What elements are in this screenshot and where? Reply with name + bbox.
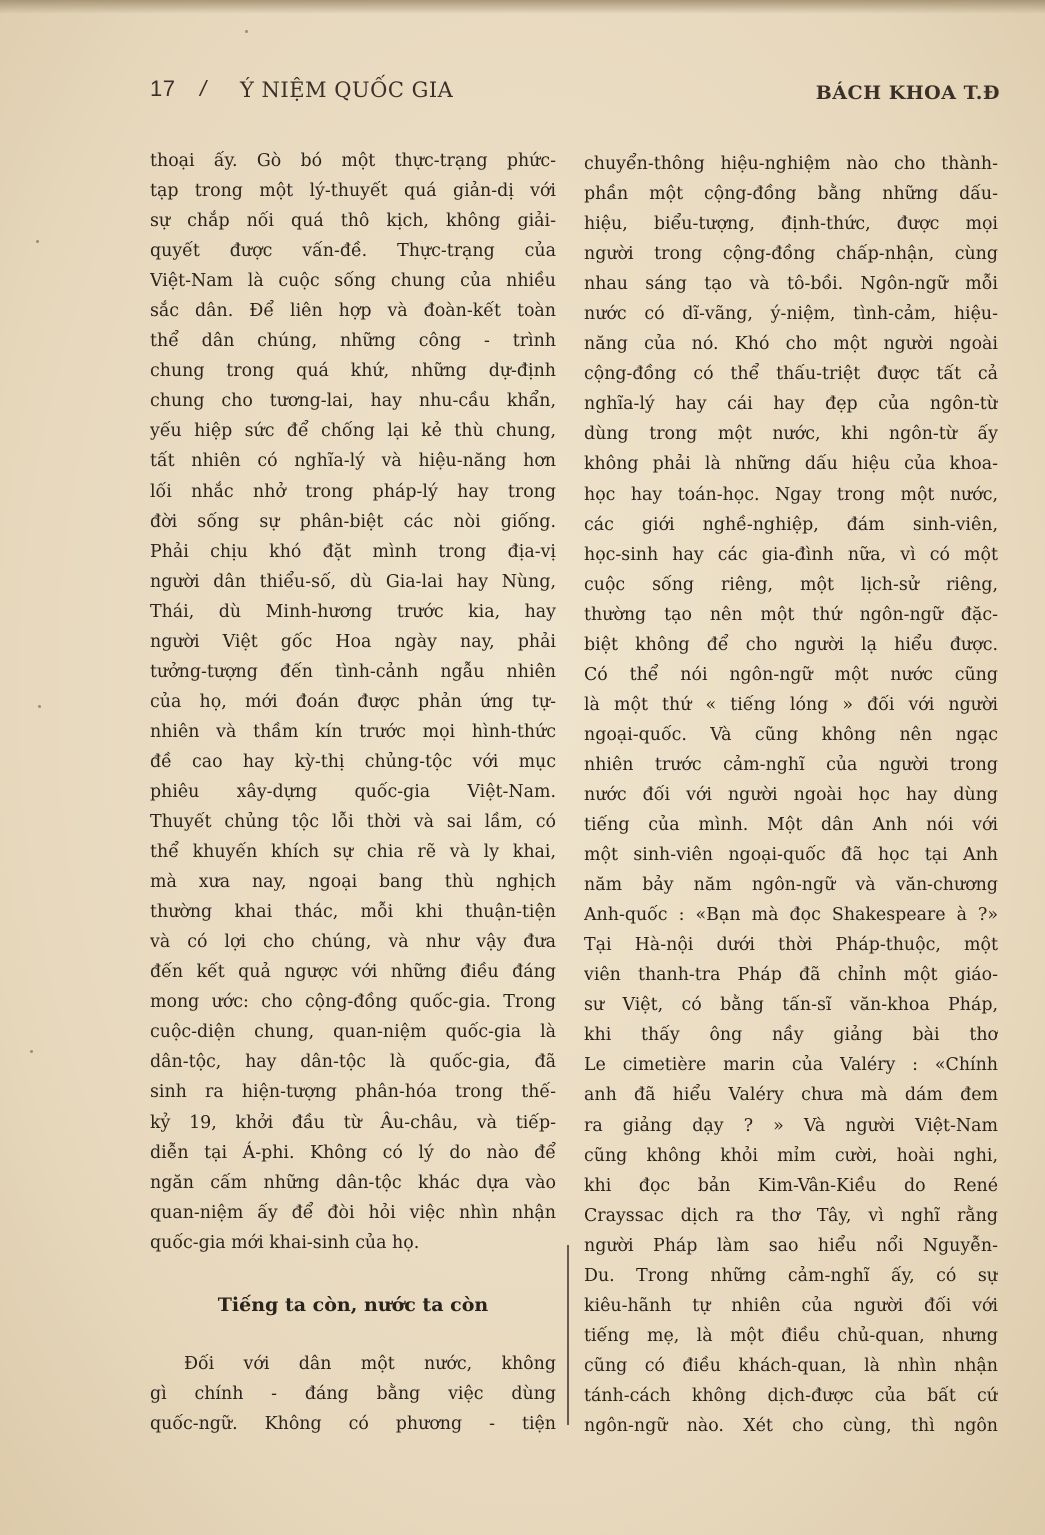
right-column	[584, 149, 998, 1441]
text-line: gì chính - đáng bằng việc dùng	[150, 1384, 556, 1405]
section-heading: Tiếng ta còn, nước ta còn	[217, 1294, 489, 1316]
text-line: sắc dân. Để liên hợp và đoàn-kết toàn	[150, 301, 556, 322]
text-line: chung trong quá khứ, những dự-định	[150, 361, 556, 382]
text-line: biệt không để cho người lạ hiểu được.	[584, 634, 998, 655]
text-line: nghĩa-lý hay cái hay đẹp của ngôn-từ	[584, 394, 998, 415]
text-line: đến kết quả ngược với những điều đáng	[150, 962, 556, 983]
text-line: một sinh-viên ngoại-quốc đã học tại Anh	[584, 845, 998, 866]
text-line: tưởng-tượng đến tình-cảnh ngẫu nhiên	[150, 661, 556, 682]
text-line: cuộc sống riêng, một lịch-sử riêng,	[584, 574, 998, 595]
text-line: thường khai thác, mỗi khi thuận-tiện	[150, 902, 556, 923]
text-line: thể dân chúng, những công - trình	[150, 331, 556, 352]
paper-speck	[30, 1050, 33, 1053]
text-line: đời sống sự phân-biệt các nòi giống.	[150, 511, 556, 532]
text-line: ngăn cấm những dân-tộc khác dựa vào	[150, 1172, 556, 1193]
text-line: khi đọc bản Kim-Vân-Kiều do René	[584, 1175, 998, 1196]
text-line: người dân thiểu-số, dù Gia-lai hay Nùng,	[150, 571, 556, 592]
text-line: thường tạo nên một thứ ngôn-ngữ đặc-	[584, 604, 998, 625]
paper-speck	[38, 705, 41, 708]
text-line: kỷ 19, khởi đầu từ Âu-châu, và tiếp-	[150, 1112, 556, 1133]
page-header	[150, 76, 1000, 110]
text-line: quyết được vấn-đề. Thực-trạng của	[150, 241, 556, 262]
text-line: chuyển-thông hiệu-nghiệm nào cho thành-	[584, 154, 998, 174]
page-top-shadow	[0, 0, 1045, 14]
text-line: cuộc-diện chung, quan-niệm quốc-gia là	[150, 1022, 556, 1043]
text-line: tánh-cách không dịch-được của bất cứ	[584, 1385, 998, 1406]
text-line: và có lợi cho chúng, và như vậy đưa	[150, 932, 556, 953]
text-line: nhiên và thầm kín trước mọi hình-thức	[150, 721, 556, 742]
text-line: tiếng mẹ, là một điều chủ-quan, nhưng	[584, 1325, 998, 1346]
text-line: các giới nghề-nghiệp, đám sinh-viên,	[584, 514, 998, 535]
left-column	[150, 146, 556, 1258]
text-line: người Pháp làm sao hiểu nổi Nguyễn-	[584, 1235, 998, 1256]
text-line: sự chắp nối quá thô kịch, không giải-	[150, 211, 556, 232]
text-line: thoại ấy. Gò bó một thực-trạng phức-	[150, 151, 556, 171]
text-line: cũng không khỏi mỉm cười, hoài nghi,	[584, 1145, 998, 1166]
text-line: sư Việt, có bằng tấn-sĩ văn-khoa Pháp,	[584, 995, 998, 1016]
text-line: nhiên trước cảm-nghĩ của người trong	[584, 754, 998, 775]
text-line: tạp trong một lý-thuyết quá giản-dị với	[150, 181, 556, 202]
text-line: học hay toán-học. Ngay trong một nước,	[584, 484, 998, 505]
text-line: ngoại-quốc. Và cũng không nên ngạc	[584, 724, 998, 745]
text-line: không phải là những dấu hiệu của khoa-	[584, 454, 998, 475]
text-line: là một thứ « tiếng lóng » đối với người	[584, 694, 998, 715]
text-line: năng của nó. Khó cho một người ngoài	[584, 334, 998, 355]
text-line: cộng-đồng có thể thấu-triệt được tất cả	[584, 364, 998, 385]
text-line: thể khuyến khích sự chia rẽ và ly khai,	[150, 842, 556, 863]
text-line: Đối với dân một nước, không	[184, 1354, 556, 1374]
text-line: mà xưa nay, ngoại bang thù nghịch	[150, 872, 556, 893]
text-line: Du. Trong những cảm-nghĩ ấy, có sự	[584, 1265, 998, 1286]
text-line: quốc-gia mới khai-sinh của họ.	[150, 1232, 420, 1253]
paper-speck	[245, 30, 248, 33]
text-line: Crayssac dịch ra thơ Tây, vì nghĩ rằng	[584, 1205, 998, 1226]
header-separator: /	[200, 76, 207, 101]
running-title-right: BÁCH KHOA T.Đ	[815, 82, 1000, 104]
text-line: của họ, mới đoán được phản ứng tự-	[150, 691, 556, 712]
text-line: Việt-Nam là cuộc sống chung của nhiều	[150, 271, 556, 292]
text-line: viên thanh-tra Pháp đã chỉnh một giáo-	[584, 965, 998, 986]
text-line: Phải chịu khó đặt mình trong địa-vị	[150, 541, 556, 562]
text-line: người Việt gốc Hoa ngày nay, phải	[150, 631, 556, 652]
paper-speck	[36, 240, 39, 243]
text-line: quốc-ngữ. Không có phương - tiện	[150, 1414, 556, 1435]
text-line: dùng trong một nước, khi ngôn-từ ấy	[584, 424, 998, 445]
text-line: phần một cộng-đồng bằng những dấu-	[584, 184, 998, 205]
text-line: nhau sáng tạo và tô-bồi. Ngôn-ngữ mỗi	[584, 274, 998, 295]
text-line: ngôn-ngữ nào. Xét cho cùng, thì ngôn	[584, 1415, 998, 1436]
text-line: chung cho tương-lai, hay nhu-cầu khẩn,	[150, 391, 556, 412]
text-line: nước đối với người ngoài học hay dùng	[584, 784, 998, 805]
text-line: ra giảng dạy ? » Và người Việt-Nam	[584, 1115, 998, 1136]
column-divider-line	[567, 1245, 569, 1425]
text-line: năm bảy năm ngôn-ngữ và văn-chương	[584, 875, 998, 896]
text-line: quan-niệm ấy để đòi hỏi việc nhìn nhận	[150, 1202, 556, 1223]
text-line: diễn tại Á-phi. Không có lý do nào để	[150, 1142, 556, 1163]
text-line: cũng có điều khách-quan, là nhìn nhận	[584, 1355, 998, 1376]
text-line: nước có dĩ-vãng, ý-niệm, tình-cảm, hiệu-	[584, 304, 998, 325]
text-line: Le cimetière marin của Valéry : «Chính	[584, 1055, 998, 1076]
text-line: anh đã hiểu Valéry chưa mà dám đem	[584, 1085, 998, 1106]
text-line: người trong cộng-đồng chấp-nhận, cùng	[584, 244, 998, 265]
text-line: sinh ra hiện-tượng phân-hóa trong thế-	[150, 1082, 556, 1103]
text-line: đề cao hay kỳ-thị chủng-tộc với mục	[150, 751, 556, 772]
text-line: dân-tộc, hay dân-tộc là quốc-gia, đã	[150, 1052, 556, 1073]
text-line: Thuyết chủng tộc lỗi thời và sai lầm, có	[150, 812, 556, 833]
page-number: 17	[150, 76, 176, 101]
text-line: lối nhắc nhở trong pháp-lý hay trong	[150, 481, 556, 502]
text-line: kiêu-hãnh tự nhiên của người đối với	[584, 1295, 998, 1316]
text-line: phiêu xây-dựng quốc-gia Việt-Nam.	[150, 781, 556, 802]
text-line: Anh-quốc : «Bạn mà đọc Shakespeare à ?»	[584, 905, 998, 926]
text-line: Thái, dù Minh-hương trước kia, hay	[150, 601, 556, 622]
text-line: mong ước: cho cộng-đồng quốc-gia. Trong	[150, 992, 556, 1013]
text-line: tất nhiên có nghĩa-lý và hiệu-năng hơn	[150, 451, 556, 472]
text-line: hiệu, biểu-tượng, định-thức, được mọi	[584, 214, 998, 235]
text-line: học-sinh hay các gia-đình nữa, vì có một	[584, 544, 998, 565]
left-column-paragraph	[150, 1349, 556, 1439]
text-line: yếu hiệp sức để chống lại kẻ thù chung,	[150, 421, 556, 442]
text-line: khi thấy ông nầy giảng bài thơ	[584, 1025, 998, 1046]
text-line: tiếng của mình. Một dân Anh nói với	[584, 815, 998, 836]
text-line: Tại Hà-nội dưới thời Pháp-thuộc, một	[584, 935, 998, 956]
running-title-left: Ý NIỆM QUỐC GIA	[240, 78, 454, 102]
text-line: Có thể nói ngôn-ngữ một nước cũng	[584, 664, 998, 685]
